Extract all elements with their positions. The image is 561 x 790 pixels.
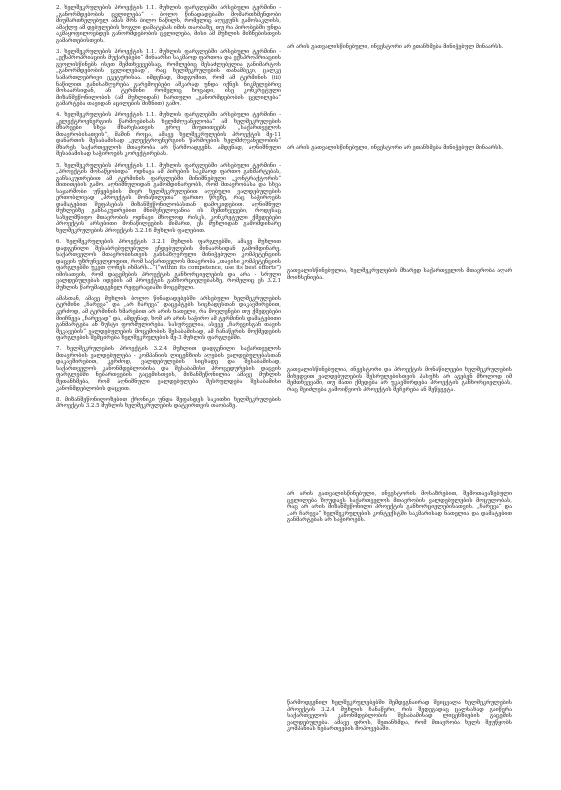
comment-paragraph: ამასთან, ამავე მუხლის ბოლო წინადადებებში არსებული ხელშეკრულების ტერმინი „ჩარევა“ და „არ ჩარევა“ დაცეპტებს სიცხადესთან დაკავშირებით, კერძოდ, ამ ტერმინის ხმარებით არ არის ნათელი, რა მოვლენები თუ ქმედებები მიიჩნევა „ჩარევად“ და, ამდენად, ხომ არ არის საჭირო ამ ტერმინის დამატებითი განმარტება ან ზუსტი ფორმულირება. სასურველია, ასევე „ჩარევისგან თავის შეკავების“ ვალდებულების მოცემობის შესაბამისად, ამ ჩანაწერის მოქმედების ფარგლების შემცირება ხელშეკრულების მე-3 მუხლის ფარგლებში. [56, 295, 281, 342]
comments-column [56, 5, 281, 414]
response-paragraph: გათვალისწინებულია, ხელშეკრულების მხარედ საქართველოს მთავრობა აღარ მოიხსენიება. [287, 268, 512, 281]
response-paragraph: გათვალისწინებულია, ინვესტორი და პროექტის მონაწილეები ხელშეკრულების მიხედვით ვალდებულების შესრულებისთვის პასუხს არ აგებენ მხოლოდ იმ შემთხვევაში, თუ მათი ქმედება არ უკავშირდება პროექტის განხორციელებას, რაც შეიძლება გამოიწვიოს პროექტის შეჩერება ან შეწყვეტა. [287, 367, 512, 393]
response-paragraph: არ არის გათვალისწინებული, ინვესტორი არ ეთანხმება მინიჭებულ მინაარსს. [287, 145, 504, 151]
comment-paragraph: 3. ხელშეკრულების პროექტის 1.1. მუხლის ფარგლებში არსებული ტერმინი - „ექსპროპრიაციის მუქარებები“ მინაარსი საკმაოდ ფართოა და ექსპროპრიაციის გვოლისწინებს ისეთ შემთხვევებსაც, რომლებიც მესაძლებელია განიმარტოს „განორმდებობის ცვლილებად“, რაც ხელშეკრულების თანამბეკი, ცალკე სამართლებრივი ეკეტურისაა. იმდენად, მიდგომით, რომ ამ ტერმინის (iii) ნაწილით განისაზღვრება გარემოებები აშკარად უნდა იქნეს ნიკმელებრივ მოსაარსიდან, ან ტერმინი რომელიც ხოცადი, ისე კონკრეტული მიზანშეწონილობის (ამ მუხლიდან) ჩართული „განორმდებობის ცვლილება“ გამარტება თავიდან აცილების მიზნით) გამო. [56, 48, 281, 108]
response-paragraph: არ არის გათვალისწინებული, ინვესტორის მოსაზრებით, შემოთავაზებული ცვლილება ზღუდავს საქართველოს მთავრობის ვალდებულების მოცულობას, რაც არ არის მიზანშეწონილი პროექტის განხორციელებისათვის. „ჩარევა“ და „არ ჩარევა“ ხელშეკრულების კონტექსტში საკმარისად ნათელია და დამატებით განმარტებას არ საჭიროებს. [287, 491, 512, 524]
response-paragraph: წარმოდგენილ ხელშეკრულებებში შემდეგნაირად შეიცვალა ხელშეკრულების პროექტის 3.2.4 მუხლის ჩანაწერი, რის შედეგადაც ცალსახად გაიწერა საქართველოს კანონმდებლობის შესაბამისად ლიცენზიების გაცემის ვალდებულება. ამავე დროს, შეთანხმდა, რომ მთავრობა ხელს შეუწყობს კომპანიას ნებართვების მოპოვებაში. [287, 700, 512, 733]
comment-paragraph: 2. ხელშეკრულების პროექტის 1.1. მუხლის ფარგლებში არსებული ტერმინი - „განორმდებობის ცვლილება“ - ბოლო წინადადებაში მომართხმენდობი მიუშართხელებულ ამას შრს ბილო ნაწილს, რომელიც აღცეუნს გამოსაკლისს, ამაქლუ ამ დებულების ხოგლი დამატებას იმის თაობაზე, თუ რა პირობებში უნდა აკმაყოფილოებდეს განორმდებობის ცვლილება, მისი ამ მუხლის მიზნებისთვის გამართებისთვის. [56, 5, 281, 44]
comment-paragraph: 6. ხელშეკრულების პროექტის 3.2.1 მუხლის ფარგლებში, ამავე მუხლით დადგენილი შესაბრებულებული ვჩდებულების მინაარსიდან გამომდინარე, საქართველოს მთავრობისთვის განსაზღვრული მინიჭებული კომპეტენციის დაცვის უზრუნველყოფით, რომ საქართველოს მთავრობა „თავისი კომპეტენციის ფარგლებში უკეთ ღონეს იხმარს...“(“within its competence, use its best efforts”) იმისათვის, რომ დაცემების პროექტის განხორციელების და არა - სრული ვალდებულებას იდების ამ პროექტის განხორციელებასზე, რომელიც ეს 3.2.1 მუხლის წარუმადგენელ რეფერაციაში მოცემული. [56, 239, 281, 291]
comment-paragraph: 7. ხელშეკრულების პროექტის 3.2.4 მუხლით დადგენილი საქართველოს მთავრობის ვალდებულება - კომპანიის ლიცენზიის აღების ვალდებულებასთან დაკავშირებით, კერძოდ, ვალდებულების სიცხადე და შესაბამისად, საქართველოს კანონმდებლობისა და შესაბამისი პროცედურების დაცვის ფარგლებში ნებართვების გაცემისთვის, მიზანშეწონილია ამავე მუხლის შეთანხმება, რომ აღნიშნული ვალდებულება შესრულდება შესაბამისი კანონმდებლობის დაცვით. [56, 346, 281, 392]
comment-paragraph: 8. მიზანშეწონილოზებით ქრონიკი უნდა შეფასდეს საკითხი ხელშეკრულების პროექტის 3.2.5 მუხლის ხელშეკრულების დატვირთვის თაობაზე. [56, 396, 281, 410]
comment-paragraph: 4. ხელშეკრულების პროექტის 1.1. მუხლის ფარგლებში არსებული ტერმინი - „ელექტროენერგიის წარმოებისას ხელმძღვანელობა“ ამ ხელშეკრულების მხარეები სხვა მხარესათვის ეროვ მიუთითეებს „საქართველოს მთავრობისათვის“, მაშინ როცა, ამავე ხელშეკრულების პროექტის მე-11 დანართის შესაბამისად „ელექტროენერგიის წარმოების ხელმძღვანელობის“ მხარეს საქართველოს მთავრობა არ წარმოადგენს. ამდენად, აღნიშნული შესაბამისად საჭიროებს კორექტირებას. [56, 112, 281, 158]
comment-paragraph: 5. ხელშეკრულების პროექტის 1.1. მუხლის ფარგლებში არსებული ტერმინი - „პროექტის მოსაწყობიდა“ ოდნავა ამ პირების საკმაოდ ფართო განმარტებას, განსაკუთრებით ამ ტერმინის ფარგლებში მინიშნებული „კონტრაქტორის“ მითითების გამო. აღნიშნულიდან გამომდინარეობს, რომ მთავრობასა და სხვა საჯარშობი უწყებების მიერ ხელშეკრულებით აღებული ვალდებულების ერთობლივად „პროექტის მონაწილეთა“ ფართო წრეზე, რაც საჭიროებს დამატებით შეფასებას მიზანშეწონილობასთან დამოკიდებით. აღნიშნულ მუხლებზე განსაკუთრებით მნიშვნელოვანია ის შემთხვევები, როდესაც სახელმწიფო მთავრობის ოდნავი მხოლოდ რისკს, კონკრეტული ქმედებები პროექტის არსებითი მონაწილეების მიმართ, ეს მუხლიდან გამომდინარე ხელშეკრულების პროექტის 3.2.16 მუხლის ფალებით. [56, 162, 281, 234]
response-paragraph: არ არის გათვალისწინებული, ინვესტორი არ ეთანხმება მინიჭებულ მინაარსს. [287, 44, 504, 50]
